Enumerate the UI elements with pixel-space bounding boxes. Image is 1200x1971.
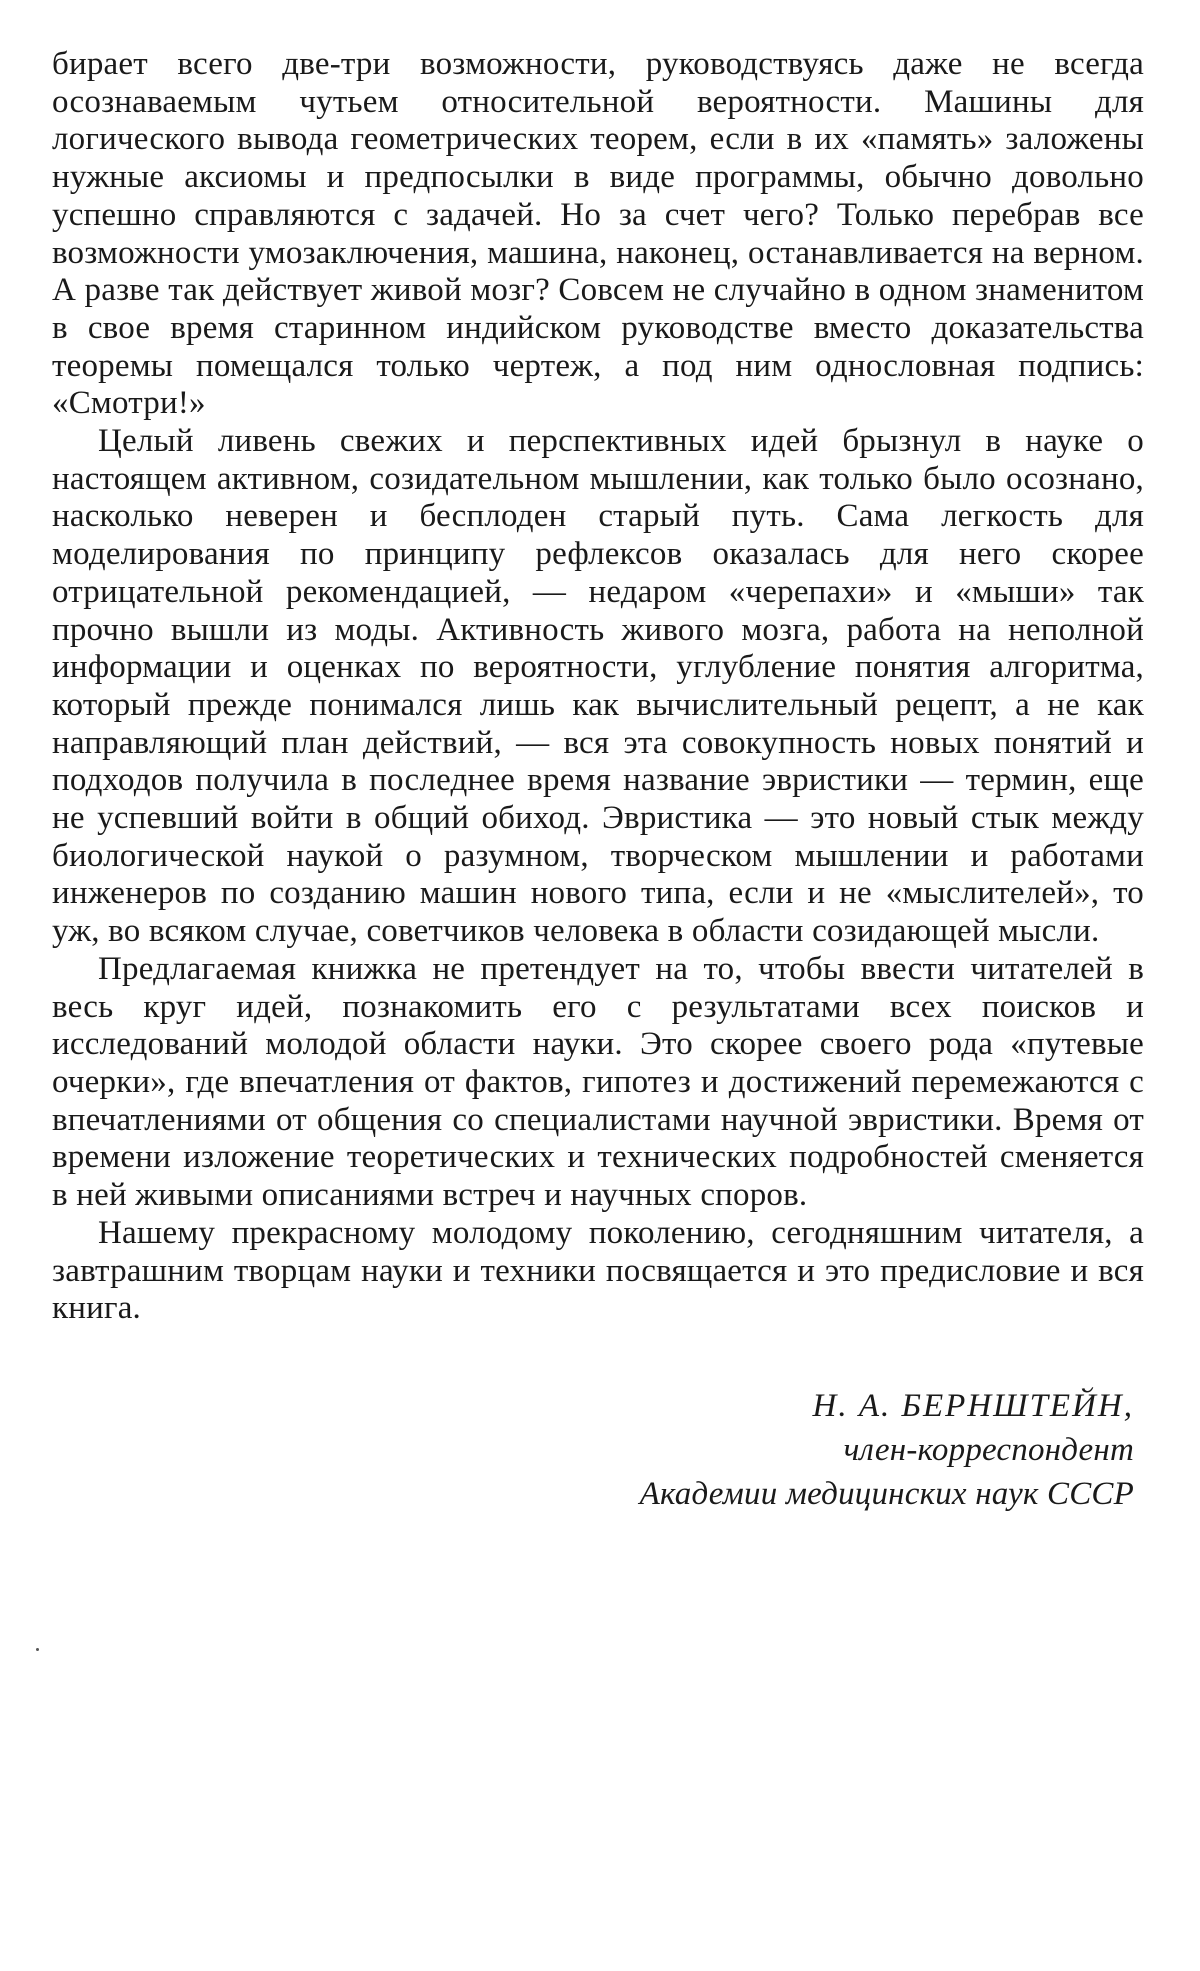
author-institution: Академии медицинских наук СССР — [639, 1475, 1134, 1512]
author-name: Н. А. БЕРНШТЕЙН, — [812, 1387, 1134, 1424]
author-signature — [52, 1384, 1144, 1516]
paragraph-book-intro: Предлагаемая книжка не претендует на то, чтобы ввести читателей в весь круг идей, познакомить его с результатами всех поисков и исследований молодой области науки. Это скорее своего рода «путевые очерки», где впечатления от фактов, гипотез и достижений перемежаются с впечатлениями от общения со специалистами научной эвристики. Время от времени изложение теоретических и технических подробностей сменяется в ней живыми описаниями встреч и научных споров. — [52, 950, 1144, 1214]
author-title: член-корреспондент — [843, 1431, 1134, 1468]
paragraph-continuation: бирает всего две-три возможности, руководствуясь даже не всегда осознаваемым чутьем относительной вероятности. Машины для логического вывода геометрических теорем, если в их «память» заложены нужные аксиомы и предпосылки в виде программы, обычно довольно успешно справляются с задачей. Но за счет чего? Только перебрав все возможности умозаключения, машина, наконец, останавливается на верном. А разве так действует живой мозг? Совсем не случайно в одном знаменитом в свое время старинном индийском руководстве вместо доказательства теоремы помещался только чертеж, а под ним однословная подпись: «Смотри!» — [52, 46, 1144, 422]
paragraph-dedication: Нашему прекрасному молодому поколению, сегодняшним читателя, а завтрашним творцам науки и техники посвящается и это предисловие и вся книга. — [52, 1214, 1144, 1327]
document-page — [52, 46, 1144, 1516]
scan-speck — [36, 1648, 39, 1651]
paragraph-heuristics: Целый ливень свежих и перспективных идей брызнул в науке о настоящем активном, созидательном мышлении, как только было осознано, насколько неверен и бесплоден старый путь. Сама легкость для моделирования по принципу рефлексов оказалась для него скорее отрицательной рекомендацией, — недаром «черепахи» и «мыши» так прочно вышли из моды. Активность живого мозга, работа на неполной информации и оценках по вероятности, углубление понятия алгоритма, который прежде понимался лишь как вычислительный рецепт, а не как направляющий план действий, — вся эта совокупность новых понятий и подходов получила в последнее время название эвристики — термин, еще не успевший войти в общий обиход. Эвристика — это новый стык между биологической наукой о разумном, творческом мышлении и работами инженеров по созданию машин нового типа, если и не «мыслителей», то уж, во всяком случае, советчиков человека в области созидающей мысли. — [52, 423, 1144, 950]
